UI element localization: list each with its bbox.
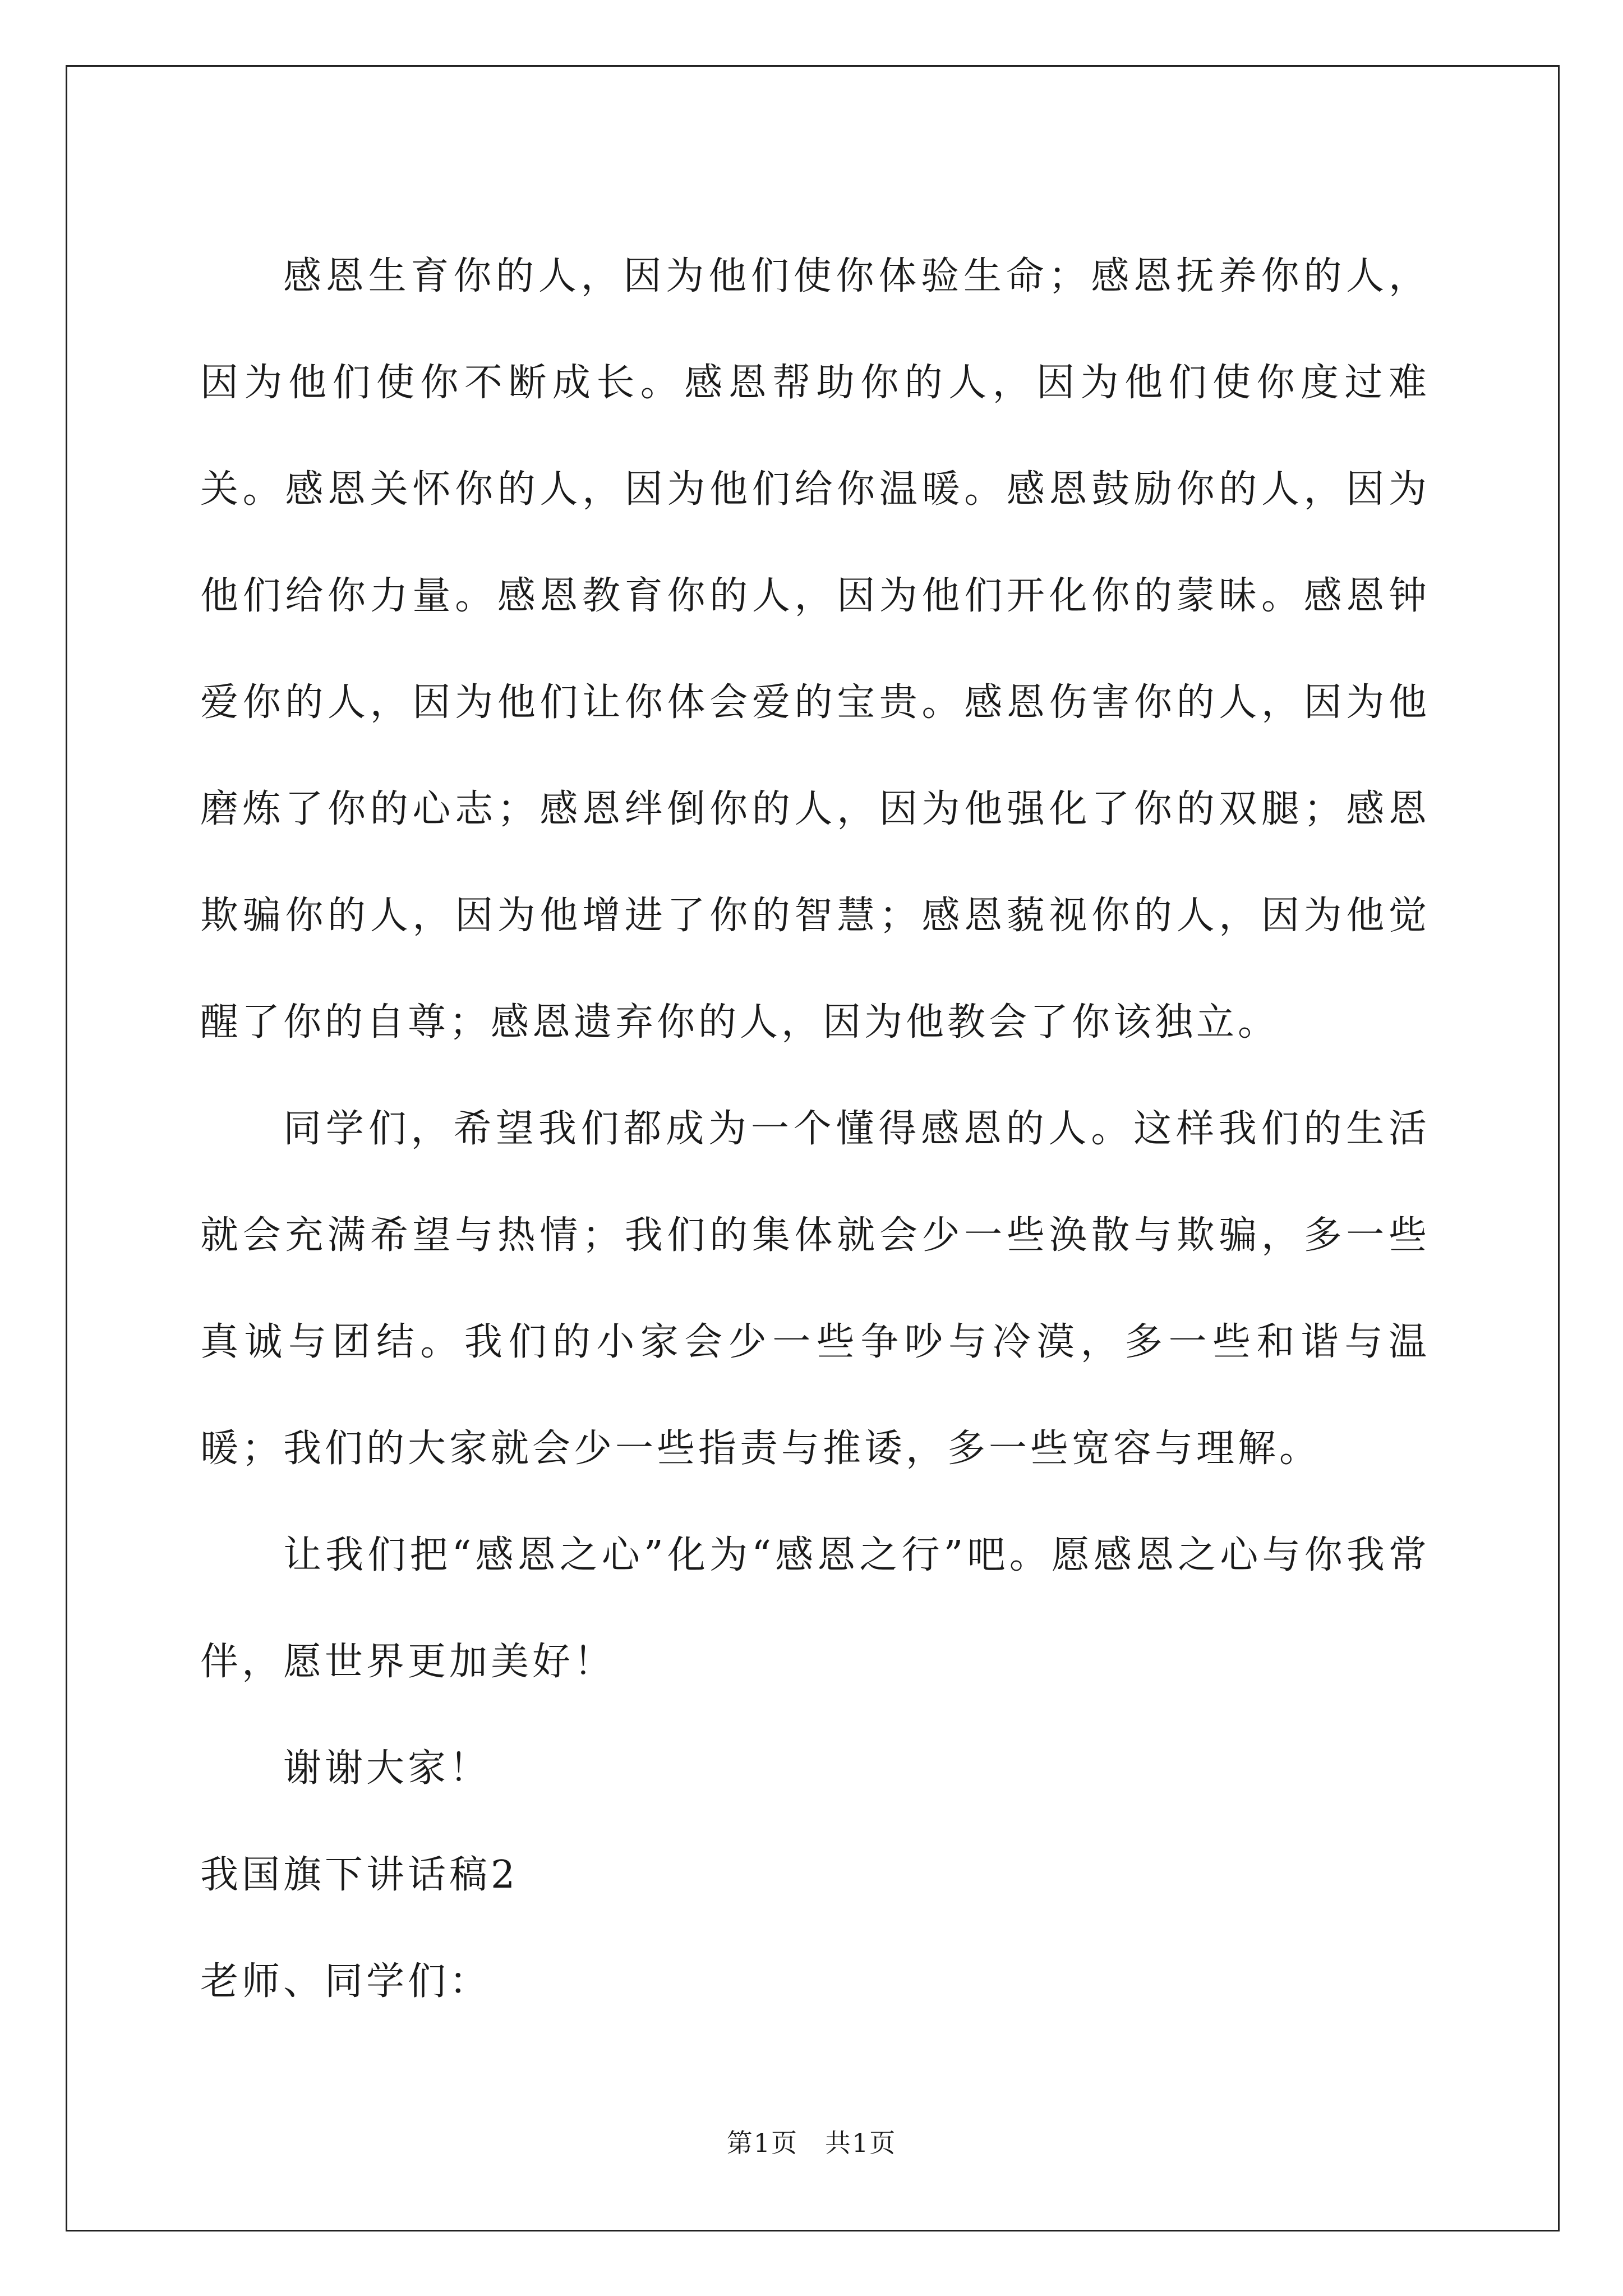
paragraph-call-to-action: 让我们把“感恩之心”化为“感恩之行”吧。愿感恩之心与你我常伴，愿世界更加美好！ xyxy=(200,1533,1430,1684)
paragraph-classmates-hope: 同学们，希望我们都成为一个懂得感恩的人。这样我们的生活就会充满希望与热情；我们的集体就会少一些涣散与欺骗，多一些真诚与团结。我们的小家会少一些争吵与冷漠，多一些和谐与温暖；我们的大家就会少一些指责与推诿，多一些宽容与理解。 xyxy=(200,1107,1430,1471)
paragraph-thanks: 谢谢大家！ xyxy=(283,1746,491,1791)
page-number-label: 第1页 共1页 xyxy=(726,2128,897,2158)
paragraph-gratitude-list: 感恩生育你的人，因为他们使你体验生命；感恩抚养你的人，因为他们使你不断成长。感恩帮助你的人，因为他们使你度过难关。感恩关怀你的人，因为他们给你温暖。感恩鼓励你的人，因为他们给你力量。感恩教育你的人，因为他们开化你的蒙昧。感恩钟爱你的人，因为他们让你体会爱的宝贵。感恩伤害你的人，因为他磨炼了你的心志；感恩绊倒你的人，因为他强化了你的双腿；感恩欺骗你的人，因为他增进了你的智慧；感恩藐视你的人，因为他觉醒了你的自尊；感恩遗弃你的人，因为他教会了你该独立。 xyxy=(200,254,1430,1045)
page-footer xyxy=(0,2126,1623,2160)
document-body xyxy=(200,223,1430,2035)
salutation: 老师、同学们： xyxy=(200,1959,491,2004)
section-heading: 我国旗下讲话稿2 xyxy=(200,1853,519,1897)
